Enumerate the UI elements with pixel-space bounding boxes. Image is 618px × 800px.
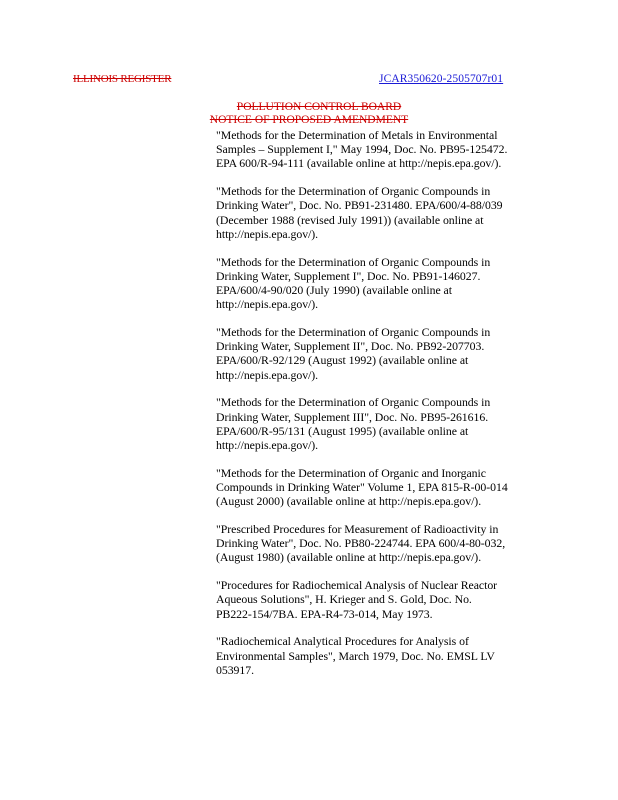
entry-line: EPA 600/R-94-111 (available online at http://nepis.epa.gov/). — [216, 156, 502, 171]
reference-entry — [216, 255, 576, 312]
entry-line: (August 1980) (available online at http://nepis.epa.gov/). — [216, 550, 482, 565]
document-id-link[interactable]: JCAR350620-2505707r01 — [379, 73, 504, 85]
reference-entry — [216, 325, 576, 382]
entry-line: Samples – Supplement I," May 1994, Doc. No. PB95-125472. — [216, 142, 508, 157]
entry-line: Environmental Samples", March 1979, Doc. No. EMSL LV — [216, 648, 495, 663]
entry-line: (August 2000) (available online at http://nepis.epa.gov/). — [216, 494, 482, 509]
entry-line: 053917. — [216, 662, 254, 677]
entry-line: "Methods for the Determination of Metals in Environmental — [216, 128, 498, 142]
entry-line: EPA/600/R-92/129 (August 1992) (available online at — [216, 353, 469, 368]
entry-line: "Methods for the Determination of Organic Compounds in — [216, 395, 491, 410]
entry-line: Drinking Water, Supplement II", Doc. No. PB92-207703. — [216, 339, 485, 354]
register-title: ILLINOIS REGISTER — [73, 73, 172, 85]
entry-line: Drinking Water", Doc. No. PB80-224744. EPA 600/4-80-032, — [216, 536, 506, 551]
notice-title: NOTICE OF PROPOSED AMENDMENT — [209, 114, 409, 126]
entry-line: Drinking Water, Supplement III", Doc. No. PB95-261616. — [216, 409, 489, 424]
entry-line: EPA/600/R-95/131 (August 1995) (available online at — [216, 423, 469, 438]
entry-line: (December 1988 (revised July 1991)) (available online at — [216, 212, 484, 227]
entry-line: Drinking Water", Doc. No. PB91-231480. EPA/600/4-88/039 — [216, 198, 503, 213]
reference-entry — [216, 634, 576, 677]
entry-line: "Methods for the Determination of Organic Compounds in — [216, 184, 491, 199]
entry-line: Aqueous Solutions", H. Krieger and S. Gold, Doc. No. — [216, 592, 472, 607]
reference-entry — [216, 395, 576, 452]
reference-entry — [216, 184, 576, 241]
entry-line: "Methods for the Determination of Organic and Inorganic — [216, 465, 486, 480]
entry-line: http://nepis.epa.gov/). — [216, 226, 319, 241]
entry-line: EPA/600/4-90/020 (July 1990) (available online at — [216, 283, 452, 298]
reference-entry — [216, 522, 576, 565]
entry-line: "Radiochemical Analytical Procedures for Analysis of — [216, 634, 469, 649]
reference-list — [216, 128, 576, 691]
entry-line: Compounds in Drinking Water" Volume 1, EPA 815-R-00-014 — [216, 480, 508, 495]
entry-line: PB222-154/7BA. EPA-R4-73-014, May 1973. — [216, 606, 433, 621]
entry-line: "Procedures for Radiochemical Analysis of Nuclear Reactor — [216, 578, 498, 593]
board-name: POLLUTION CONTROL BOARD — [236, 101, 402, 113]
entry-line: Drinking Water, Supplement I", Doc. No. PB91-146027. — [216, 268, 481, 283]
entry-line: http://nepis.epa.gov/). — [216, 367, 319, 382]
entry-line: "Methods for the Determination of Organic Compounds in — [216, 254, 491, 269]
entry-line: "Prescribed Procedures for Measurement of Radioactivity in — [216, 522, 499, 537]
reference-entry — [216, 128, 576, 171]
entry-line: "Methods for the Determination of Organic Compounds in — [216, 325, 491, 340]
entry-line: http://nepis.epa.gov/). — [216, 438, 319, 453]
reference-entry — [216, 466, 576, 509]
entry-line: http://nepis.epa.gov/). — [216, 297, 319, 312]
reference-entry — [216, 578, 576, 621]
